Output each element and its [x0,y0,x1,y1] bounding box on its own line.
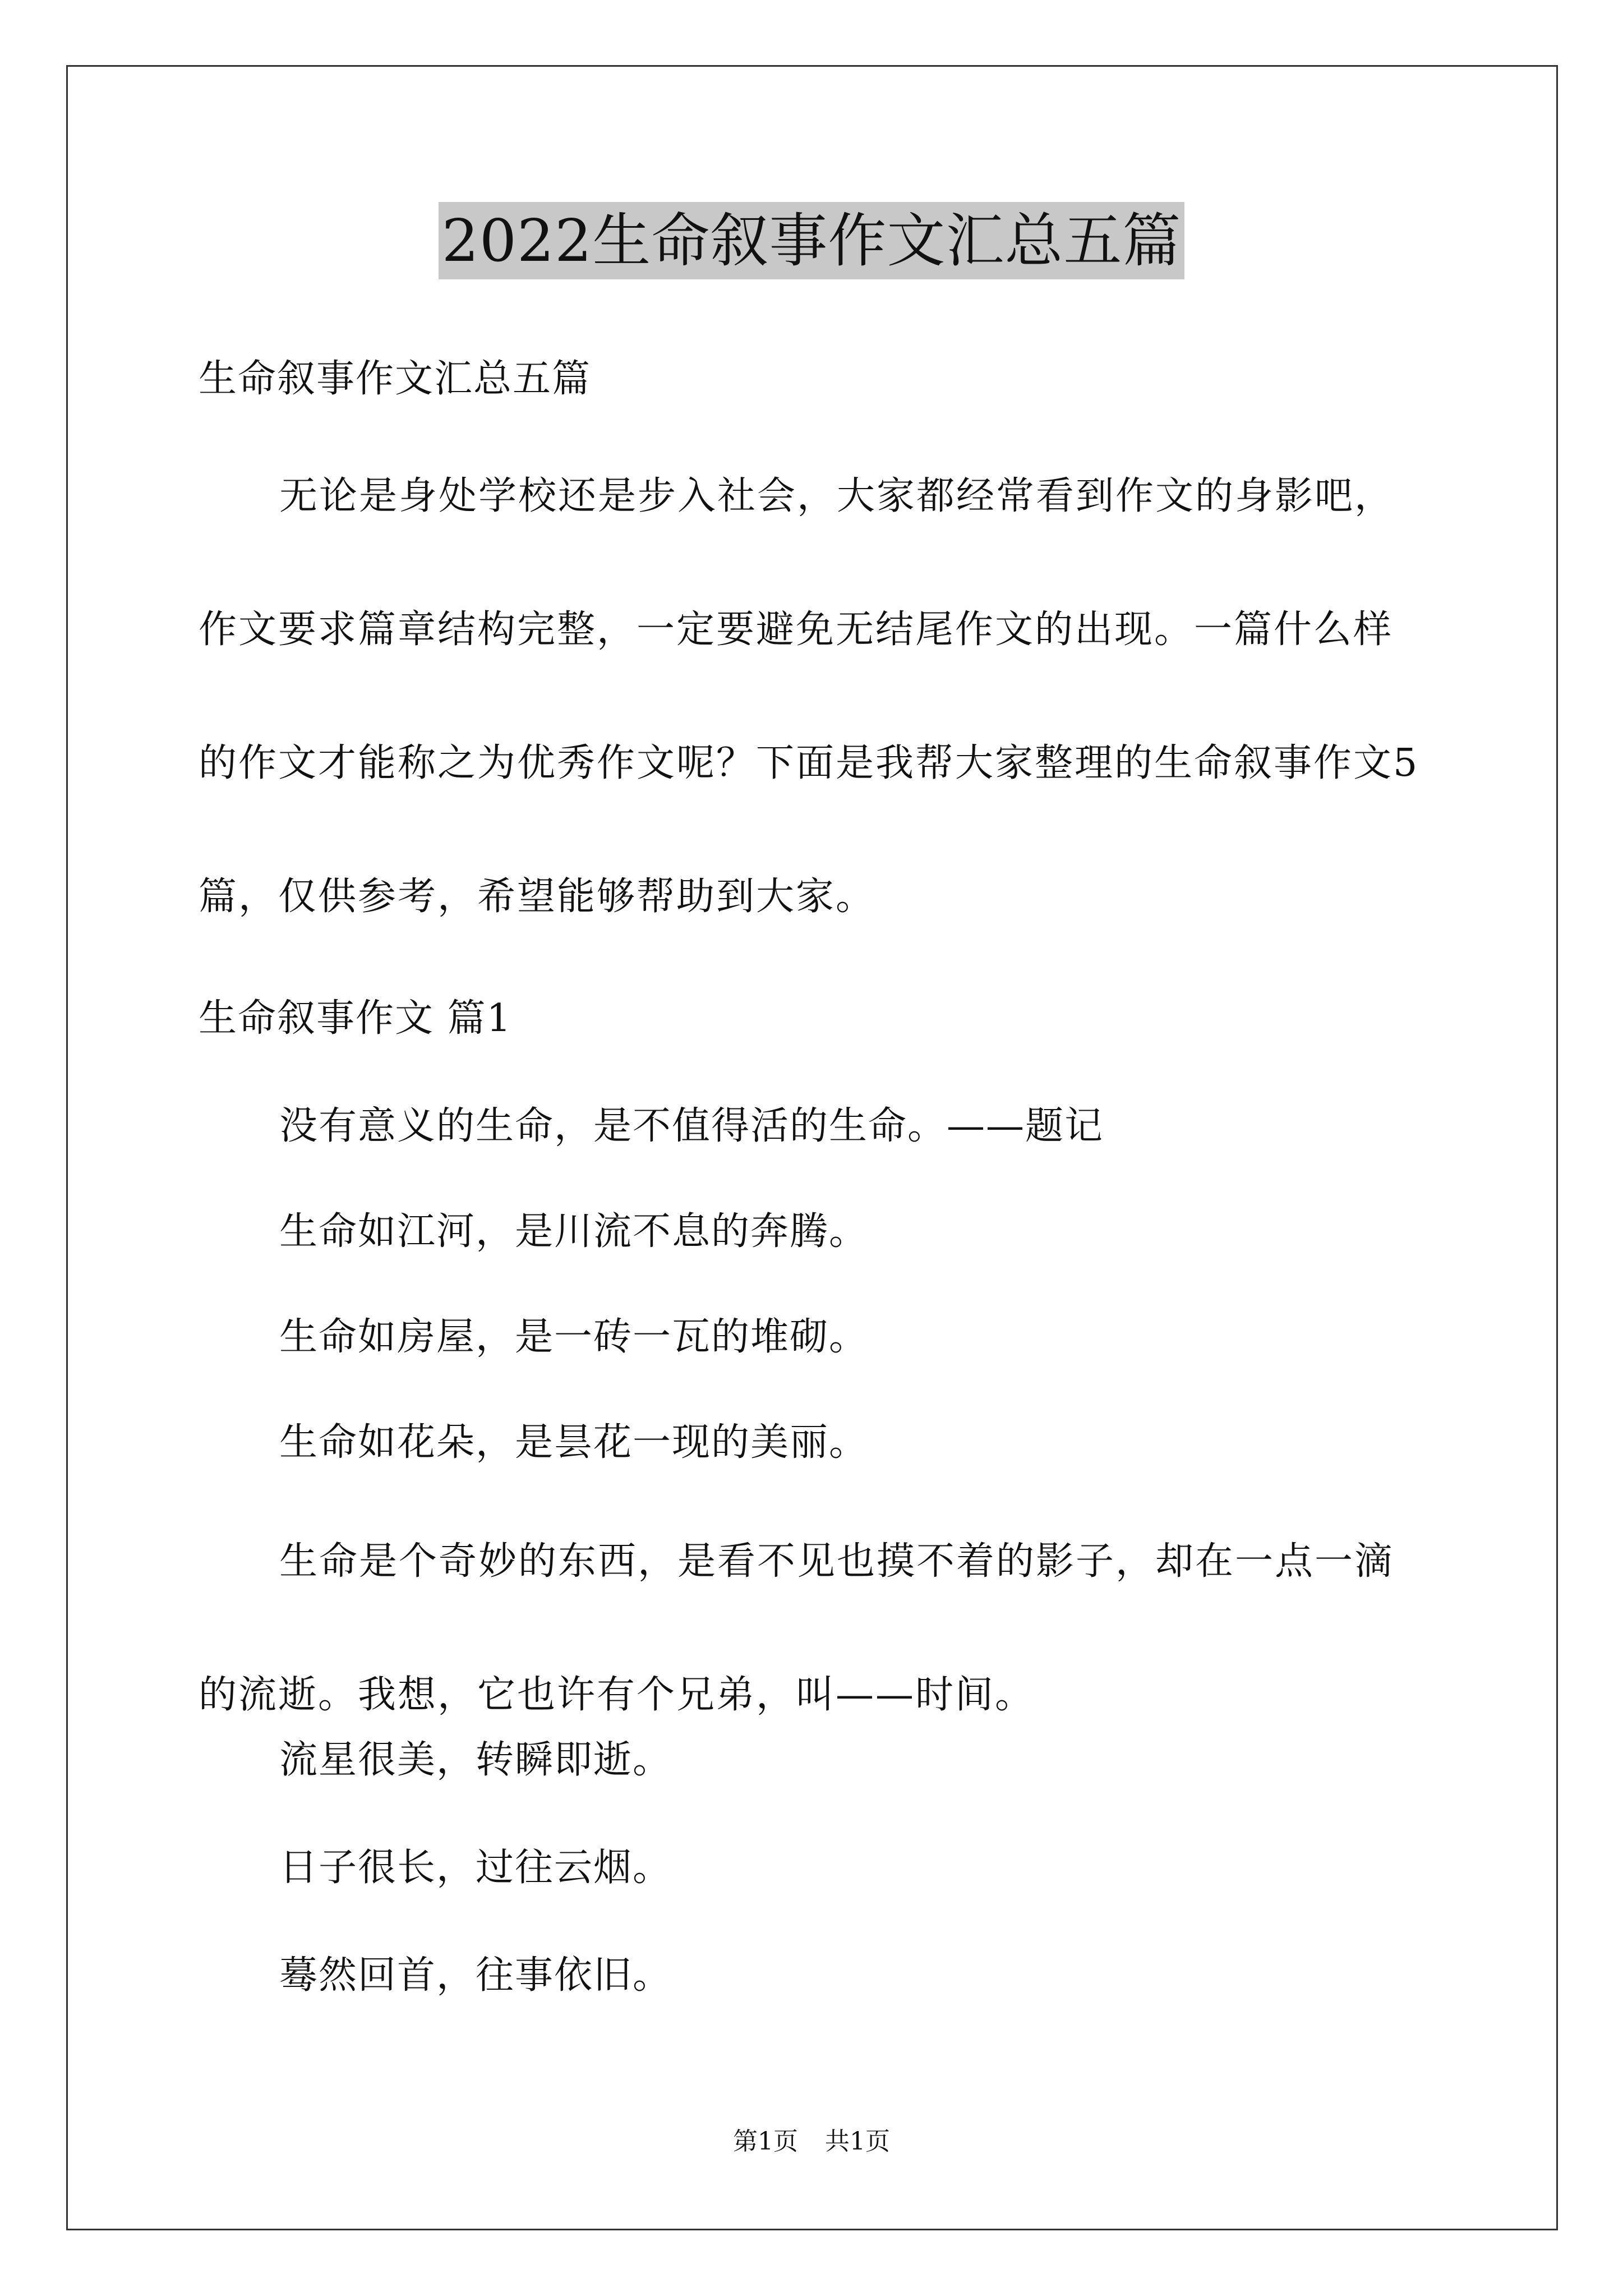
intro-paragraph: 无论是身处学校还是步入社会，大家都经常看到作文的身影吧，作文要求篇章结构完整，一定要避免无结尾作文的出现。一篇什么样的作文才能称之为优秀作文呢？下面是我帮大家整理的生命叙事作文5篇，仅供参考，希望能够帮助到大家。 [199,474,1419,919]
title-container [0,202,1623,279]
page-number-total: 共1页 [825,2127,890,2156]
page-number-current: 第1页 [733,2127,798,2156]
document-subtitle: 生命叙事作文汇总五篇 [199,357,592,401]
body-line: 生命如花朵，是昙花一现的美丽。 [279,1420,869,1465]
body-line: 流星很美，转瞬即逝。 [279,1738,672,1782]
epigraph-line: 没有意义的生命，是不值得活的生命。——题记 [279,1104,1104,1148]
page-footer [0,2125,1623,2159]
body-line: 蓦然回首，往事依旧。 [279,1953,672,1998]
body-line: 日子很长，过往云烟。 [279,1846,672,1890]
body-line: 生命如江河，是川流不息的奔腾。 [279,1209,869,1254]
body-line: 生命如房屋，是一砖一瓦的堆砌。 [279,1315,869,1359]
section-heading: 生命叙事作文 篇1 [199,996,512,1041]
body-paragraph: 生命是个奇妙的东西，是看不见也摸不着的影子，却在一点一滴的流逝。我想，它也许有个兄弟，叫——时间。 [199,1539,1395,1717]
document-title: 2022生命叙事作文汇总五篇 [439,202,1185,279]
